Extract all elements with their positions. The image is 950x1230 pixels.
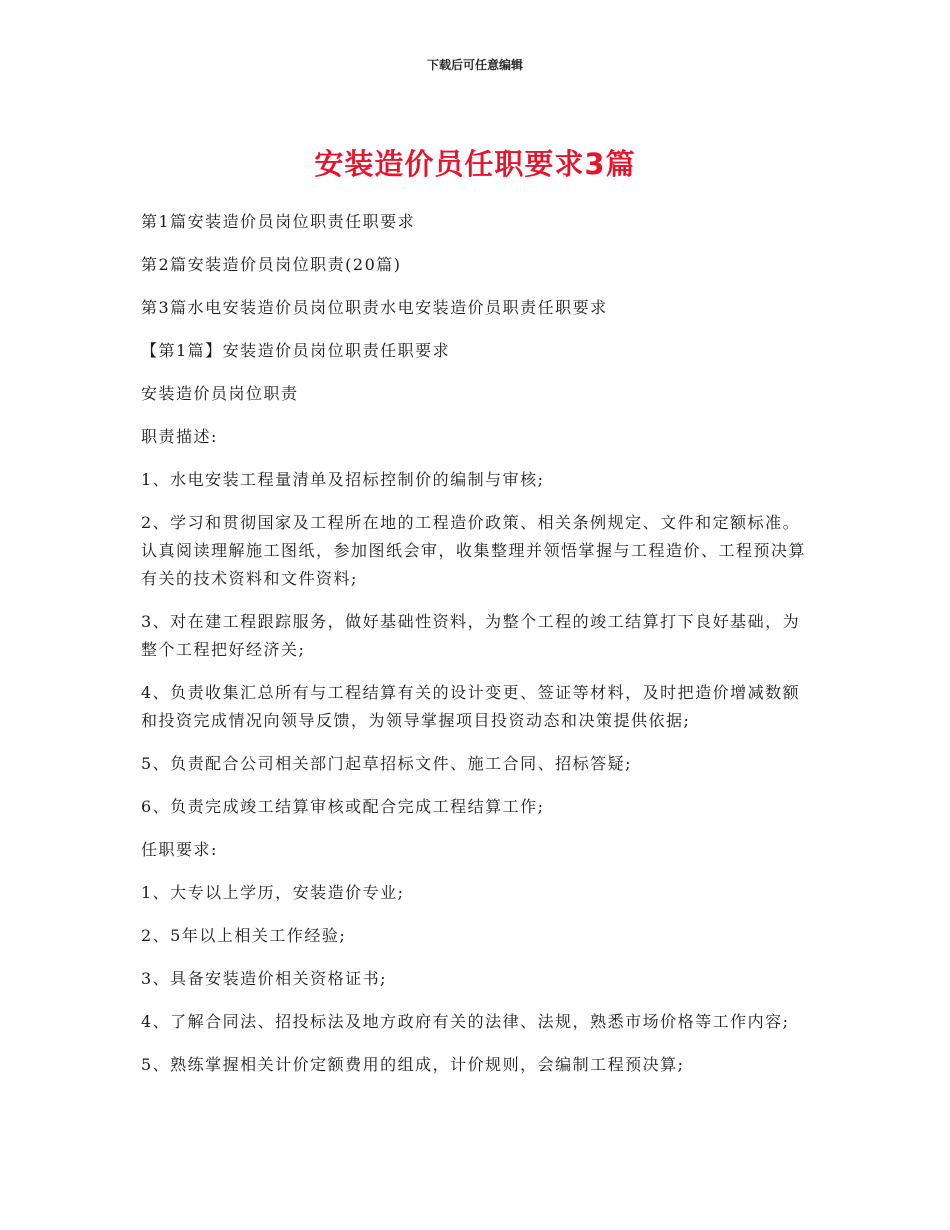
toc-item-3: 第3篇水电安装造价员岗位职责水电安装造价员职责任职要求 — [141, 298, 608, 317]
requirements-label: 任职要求: — [141, 840, 218, 859]
requirement-item-5: 5、熟练掌握相关计价定额费用的组成，计价规则，会编制工程预决算; — [141, 1055, 685, 1074]
requirement-item-2: 2、5年以上相关工作经验; — [141, 926, 347, 945]
requirement-item-1: 1、大专以上学历，安装造价专业; — [141, 883, 405, 902]
duty-item-4: 4、负责收集汇总所有与工程结算有关的设计变更、签证等材料，及时把造价增减数额和投资完成情况向领导反馈，为领导掌握项目投资动态和决策提供依据; — [141, 683, 801, 730]
duty-item-6: 6、负责完成竣工结算审核或配合完成工程结算工作; — [141, 797, 545, 816]
toc-item-1: 第1篇安装造价员岗位职责任职要求 — [141, 212, 416, 231]
duty-item-3: 3、对在建工程跟踪服务，做好基础性资料，为整个工程的竣工结算打下良好基础，为整个工程把好经济关; — [141, 612, 801, 659]
duty-item-2: 2、学习和贯彻国家及工程所在地的工程造价政策、相关条例规定、文件和定额标准。认真阅读理解施工图纸，参加图纸会审，收集整理并领悟掌握与工程造价、工程预决算有关的技术资料和文件资料; — [141, 513, 807, 588]
duties-label: 职责描述: — [141, 427, 218, 446]
requirement-item-4: 4、了解合同法、招投标法及地方政府有关的法律、法规，熟悉市场价格等工作内容; — [141, 1012, 790, 1031]
duty-item-1: 1、水电安装工程量清单及招标控制价的编制与审核; — [141, 470, 545, 489]
document-body — [141, 208, 813, 1094]
section-heading: 【第1篇】安装造价员岗位职责任职要求 — [141, 341, 451, 360]
requirement-item-3: 3、具备安装造价相关资格证书; — [141, 969, 388, 988]
page-header: 下载后可任意编辑 — [426, 58, 523, 72]
toc-item-2: 第2篇安装造价员岗位职责(20篇) — [141, 255, 402, 274]
duty-item-5: 5、负责配合公司相关部门起草招标文件、施工合同、招标答疑; — [141, 754, 633, 773]
document-title: 安装造价员任职要求3篇 — [314, 147, 636, 181]
subsection-heading: 安装造价员岗位职责 — [141, 384, 299, 403]
